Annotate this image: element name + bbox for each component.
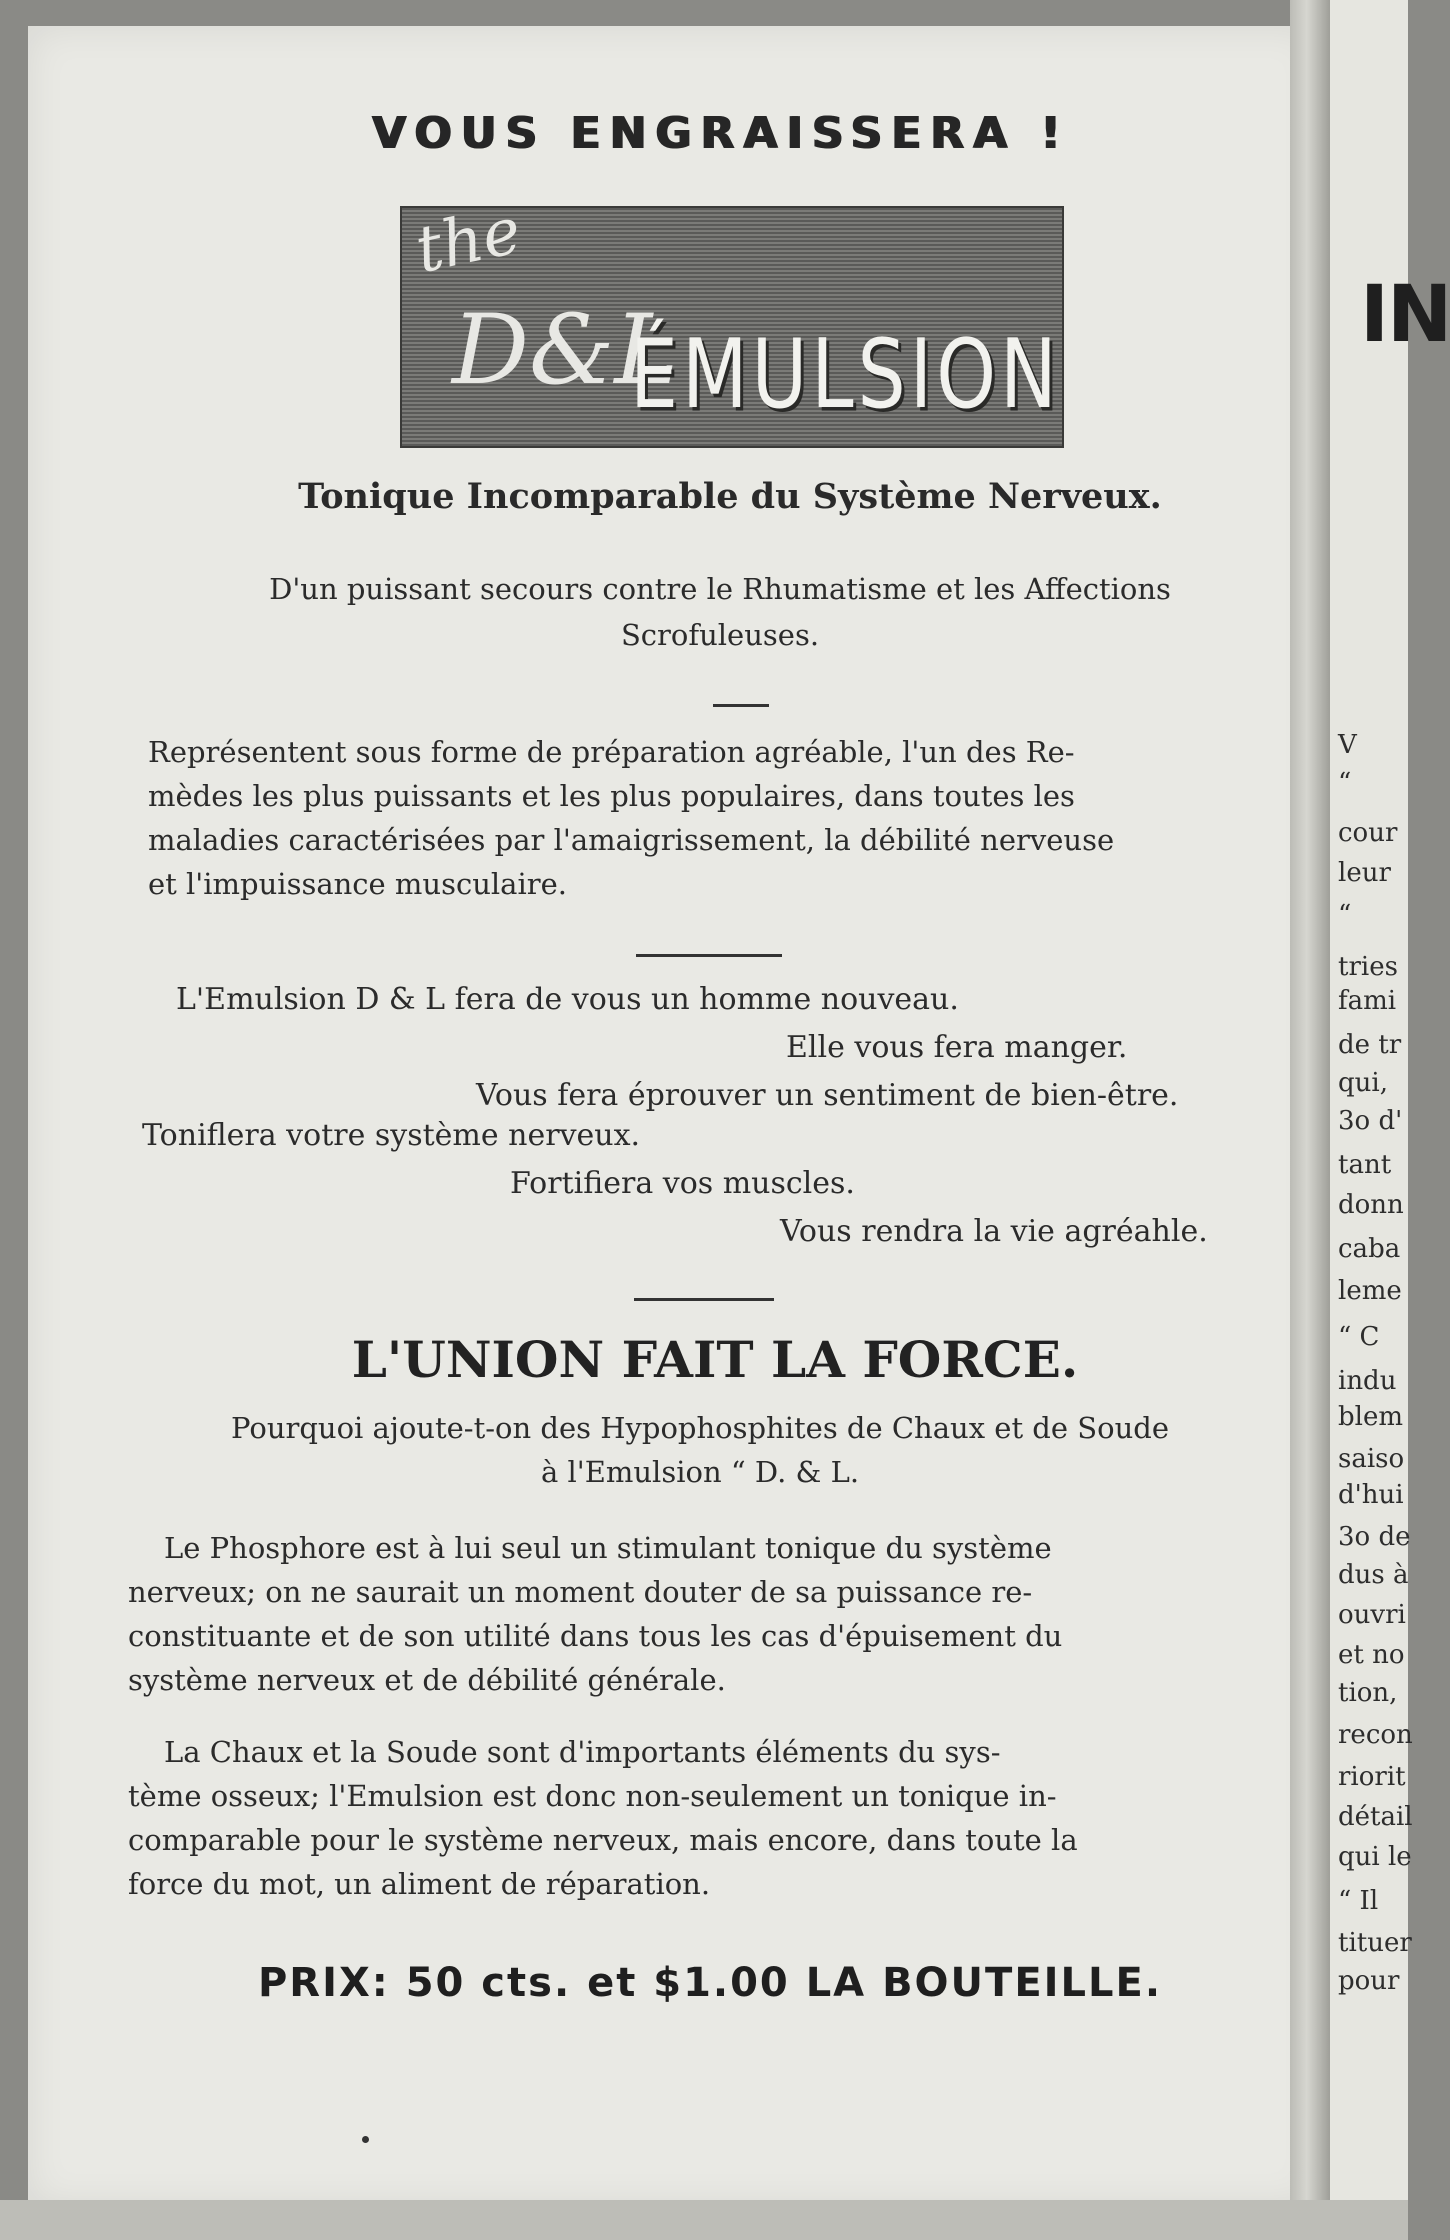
intro-line: Scrofuleuses. — [620, 618, 820, 652]
right-page-title: IN — [1360, 270, 1450, 360]
para-line: maladies caractérisées par l'amaigrissement, la débilité nerveuse — [148, 823, 1115, 857]
right-page-line: donn — [1338, 1190, 1404, 1220]
right-page-line: indu — [1338, 1366, 1397, 1396]
intro-line: D'un puissant secours contre le Rhumatisme et les Affections — [269, 572, 1171, 606]
para-line: constituante et de son utilité dans tous les cas d'épuisement du — [128, 1619, 1063, 1653]
right-page-line: “ — [1338, 768, 1352, 798]
right-page-line: “ Il — [1338, 1886, 1379, 1916]
promise-line: Elle vous fera manger. — [786, 1030, 1128, 1065]
right-page-line: qui le — [1338, 1842, 1412, 1872]
para-line: Le Phosphore est à lui seul un stimulant tonique du système — [164, 1531, 1052, 1565]
right-page-line: d'hui — [1338, 1480, 1404, 1510]
right-page-line: caba — [1338, 1234, 1401, 1264]
right-page-line: tituer — [1338, 1928, 1412, 1958]
right-page-line: “ — [1338, 900, 1352, 930]
right-page-line: “ C — [1338, 1322, 1380, 1352]
right-page-line: saiso — [1338, 1444, 1405, 1474]
right-page-line: 3o d' — [1338, 1106, 1403, 1136]
union-title: L'UNION FAIT LA FORCE. — [351, 1330, 1079, 1389]
para-line: force du mot, un aliment de réparation. — [128, 1867, 711, 1901]
headline: VOUS ENGRAISSERA ! — [371, 108, 1069, 159]
promise-line: Vous fera éprouver un sentiment de bien-être. — [476, 1078, 1179, 1113]
question-line: à l'Emulsion “ D. & L. — [540, 1455, 860, 1489]
intro-text — [150, 566, 1290, 658]
para-line: nerveux; on ne saurait un moment douter de sa puissance re- — [128, 1575, 1033, 1609]
para-line: mèdes les plus puissants et les plus populaires, dans toutes les — [148, 779, 1075, 813]
right-page-line: V — [1338, 730, 1357, 760]
right-page-line: ouvri — [1338, 1600, 1406, 1630]
para-line: et l'impuissance musculaire. — [148, 867, 567, 901]
right-page-line: détail — [1338, 1802, 1413, 1832]
para-line: La Chaux et la Soude sont d'importants éléments du sys- — [164, 1735, 1001, 1769]
para-line: tème osseux; l'Emulsion est donc non-seulement un tonique in- — [128, 1779, 1057, 1813]
divider — [636, 954, 782, 957]
right-page — [1330, 0, 1450, 2240]
right-page-line: tries — [1338, 952, 1398, 982]
right-page-line: leur — [1338, 858, 1391, 888]
right-page-line: riorit — [1338, 1762, 1406, 1792]
right-page-line: et no — [1338, 1640, 1405, 1670]
emulsion-logo — [400, 193, 1064, 448]
divider — [713, 704, 769, 707]
promise-line: Fortifiera vos muscles. — [510, 1166, 855, 1201]
union-question — [130, 1406, 1270, 1494]
phosphore-paragraph — [128, 1526, 1268, 1702]
right-page-line: recon — [1338, 1720, 1413, 1750]
promise-line: Toniflera votre système nerveux. — [142, 1118, 641, 1153]
para-line: Représentent sous forme de préparation agréable, l'un des Re- — [148, 735, 1075, 769]
right-page-line: cour — [1338, 818, 1398, 848]
right-page-line: dus à — [1338, 1560, 1409, 1590]
para-line: comparable pour le système nerveux, mais encore, dans toute la — [128, 1823, 1078, 1857]
page-bottom-edge — [0, 2200, 1408, 2240]
chaux-paragraph — [128, 1730, 1268, 1906]
right-page-line: pour — [1338, 1966, 1400, 1996]
promise-line: Vous rendra la vie agréahle. — [780, 1214, 1208, 1249]
question-line: Pourquoi ajoute-t-on des Hypophosphites de Chaux et de Soude — [231, 1411, 1169, 1445]
represent-paragraph — [148, 730, 1288, 906]
logo-dl: D&L — [452, 294, 679, 406]
divider — [634, 1298, 774, 1301]
right-page-line: fami — [1338, 986, 1397, 1016]
right-page-line: de tr — [1338, 1030, 1402, 1060]
right-page-line: tant — [1338, 1150, 1392, 1180]
tagline: Tonique Incomparable du Système Nerveux. — [298, 476, 1162, 517]
right-page-line: tion, — [1338, 1678, 1398, 1708]
right-page-line: 3o de — [1338, 1522, 1411, 1552]
logo-the: the — [409, 193, 528, 289]
promise-line: L'Emulsion D & L fera de vous un homme nouveau. — [176, 982, 959, 1017]
right-page-line: blem — [1338, 1402, 1403, 1432]
logo-word: ÉMULSION — [630, 318, 1061, 430]
book-gutter — [1290, 0, 1332, 2240]
right-page-line: leme — [1338, 1276, 1402, 1306]
para-line: système nerveux et de débilité générale. — [128, 1663, 726, 1697]
price-line: PRIX: 50 cts. et $1.00 LA BOUTEILLE. — [257, 1960, 1163, 2006]
ink-dot — [362, 2136, 369, 2143]
right-page-line: qui, — [1338, 1068, 1388, 1098]
